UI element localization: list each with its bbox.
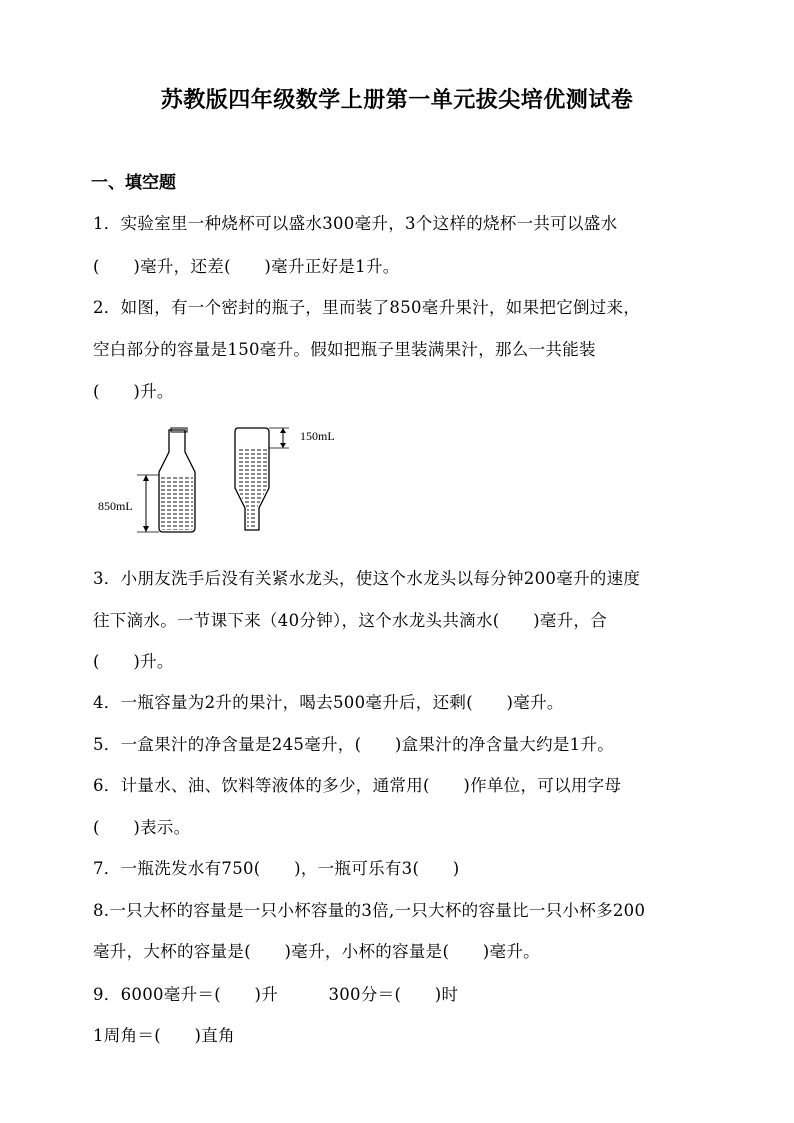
q3-line3: ( )升。 xyxy=(93,652,174,671)
section-heading: 一、填空题 xyxy=(91,173,176,193)
q1-line1: 1．实验室里一种烧杯可以盛水300毫升，3个这样的烧杯一共可以盛水 xyxy=(93,214,618,233)
q6-line1: 6．计量水、油、饮料等液体的多少，通常用( )作单位，可以用字母 xyxy=(93,776,622,795)
q7-line: 7．一瓶洗发水有750( )，一瓶可乐有3( ) xyxy=(93,859,460,878)
q2-line1: 2．如图，有一个密封的瓶子，里而装了850毫升果汁，如果把它倒过来， xyxy=(93,298,641,317)
q5-line: 5．一盒果汁的净含量是245毫升，( )盒果汁的净含量大约是1升。 xyxy=(93,735,615,754)
q9-line1: 9．6000毫升＝( )升 300分＝( )时 xyxy=(93,985,459,1004)
bottle-figure xyxy=(95,420,355,545)
label-150ml: 150mL xyxy=(300,429,335,443)
q3-line2: 往下滴水。一节课下来（40分钟），这个水龙头共滴水( )毫升，合 xyxy=(93,611,608,630)
q8-line1: 8.一只大杯的容量是一只小杯容量的3倍,一只大杯的容量比一只小杯多200 xyxy=(93,901,646,920)
q1-line2: ( )毫升，还差( )毫升正好是1升。 xyxy=(93,257,400,276)
q8-line2: 毫升，大杯的容量是( )毫升，小杯的容量是( )毫升。 xyxy=(93,942,540,961)
q9-line2: 1周角＝( )直角 xyxy=(93,1026,235,1045)
label-850ml: 850mL xyxy=(98,499,133,513)
upright-bottle xyxy=(137,428,195,532)
q2-line3: ( )升。 xyxy=(93,382,174,401)
q6-line2: ( )表示。 xyxy=(93,818,191,837)
inverted-bottle xyxy=(235,428,289,530)
page-title: 苏教版四年级数学上册第一单元拔尖培优测试卷 xyxy=(160,87,634,113)
q3-line1: 3．小朋友洗手后没有关紧水龙头，使这个水龙头以每分钟200毫升的速度 xyxy=(93,569,641,588)
q2-line2: 空白部分的容量是150毫升。假如把瓶子里装满果汁，那么一共能装 xyxy=(93,340,596,359)
q4-line: 4．一瓶容量为2升的果汁，喝去500毫升后，还剩( )毫升。 xyxy=(93,693,564,712)
